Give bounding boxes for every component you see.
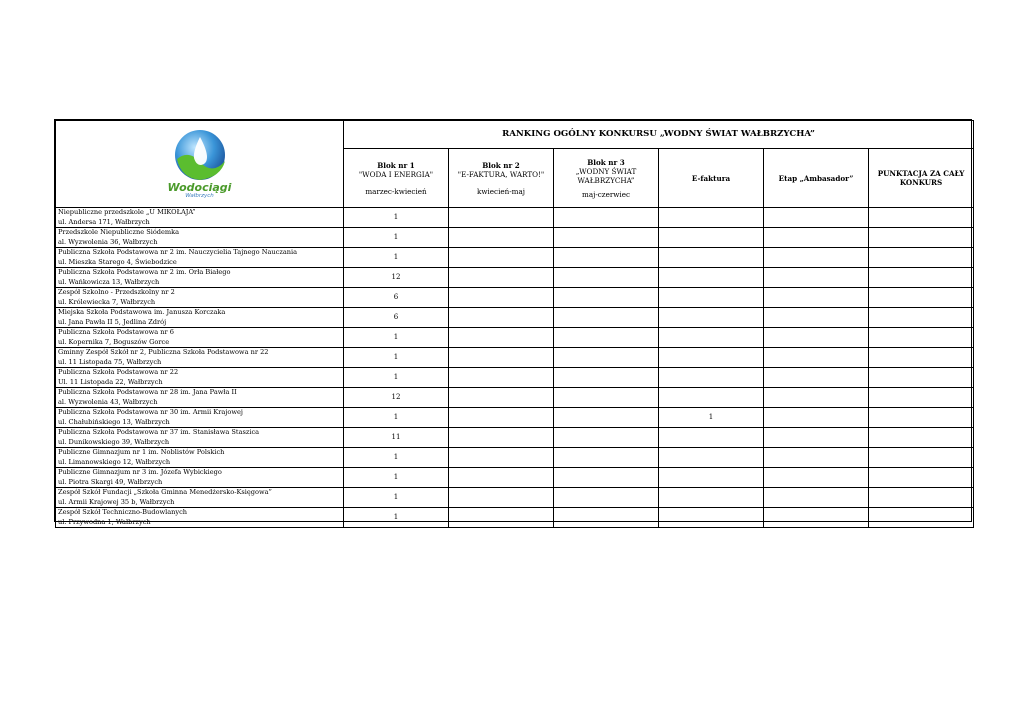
school-name: Publiczna Szkoła Podstawowa nr 2 im. Orła Białego xyxy=(58,268,231,276)
score-cell xyxy=(554,248,659,268)
school-cell xyxy=(56,468,344,488)
score-cell xyxy=(869,288,974,308)
score-cell xyxy=(659,428,764,448)
score-cell xyxy=(869,508,974,528)
school-name: Publiczne Gimnazjum nr 1 im. Noblistów Polskich xyxy=(58,448,225,456)
logo-name: Wodociągi xyxy=(167,180,232,194)
school-cell xyxy=(56,208,344,228)
score-cell xyxy=(449,488,554,508)
score-cell xyxy=(659,228,764,248)
score-cell xyxy=(554,408,659,428)
school-address: ul. Przywodna 1, Wałbrzych xyxy=(58,517,151,526)
school-name: Przedszkole Niepubliczne Siódemka xyxy=(58,228,180,236)
column-subtitle: "WODA I ENERGIA" xyxy=(358,169,434,179)
score-cell xyxy=(554,448,659,468)
score-cell xyxy=(869,328,974,348)
table-row xyxy=(56,488,974,508)
school-address: ul. Armii Krajowej 35 b, Wałbrzych xyxy=(58,497,175,506)
ranking-sheet xyxy=(54,119,972,526)
column-header-ambasador: Etap „Ambasador” xyxy=(764,149,869,208)
score-cell xyxy=(449,348,554,368)
score-cell xyxy=(869,308,974,328)
school-name: Publiczna Szkoła Podstawowa nr 22 xyxy=(58,368,179,376)
school-address: ul. Chałubińskiego 13, Wałbrzych xyxy=(58,417,170,426)
score-cell xyxy=(869,428,974,448)
score-cell xyxy=(449,268,554,288)
score-cell xyxy=(554,428,659,448)
score-cell xyxy=(764,328,869,348)
score-cell xyxy=(764,448,869,468)
score-cell xyxy=(449,468,554,488)
column-name: Blok nr 3 xyxy=(587,157,625,167)
score-cell xyxy=(869,448,974,468)
school-cell xyxy=(56,268,344,288)
school-address: ul. Piotra Skargi 49, Wałbrzych xyxy=(58,477,163,486)
score-cell xyxy=(764,368,869,388)
score-cell xyxy=(554,288,659,308)
column-header-blok-3 xyxy=(554,149,659,208)
score-cell xyxy=(554,348,659,368)
score-cell xyxy=(449,208,554,228)
score-cell xyxy=(869,468,974,488)
score-cell xyxy=(764,468,869,488)
column-header-total: PUNKTACJA ZA CAŁY KONKURS xyxy=(869,149,974,208)
score-cell xyxy=(764,268,869,288)
score-cell xyxy=(869,348,974,368)
score-cell xyxy=(449,288,554,308)
score-cell xyxy=(449,248,554,268)
table-row xyxy=(56,208,974,228)
score-cell xyxy=(449,328,554,348)
score-cell xyxy=(764,508,869,528)
school-name: Zespół Szkolno - Przedszkolny nr 2 xyxy=(58,288,175,296)
school-cell xyxy=(56,368,344,388)
school-cell xyxy=(56,388,344,408)
column-period: marzec-kwiecień xyxy=(365,186,427,196)
score-cell xyxy=(554,468,659,488)
score-cell xyxy=(764,428,869,448)
school-address: al. Wyzwolenia 36, Wałbrzych xyxy=(58,237,158,246)
score-cell xyxy=(764,228,869,248)
school-name: Publiczna Szkoła Podstawowa nr 28 im. Jana Pawła II xyxy=(58,388,237,396)
score-cell xyxy=(869,408,974,428)
score-cell xyxy=(659,468,764,488)
table-row xyxy=(56,248,974,268)
school-address: ul. Dunikowskiego 39, Wałbrzych xyxy=(58,437,170,446)
score-cell xyxy=(554,268,659,288)
table-row xyxy=(56,328,974,348)
score-cell: 12 xyxy=(344,268,449,288)
school-cell xyxy=(56,428,344,448)
score-cell xyxy=(764,488,869,508)
table-row xyxy=(56,468,974,488)
score-cell xyxy=(449,368,554,388)
school-address: ul. Wańkowicza 13, Wałbrzych xyxy=(58,277,160,286)
school-name: Publiczna Szkoła Podstawowa nr 37 im. Stanisława Staszica xyxy=(58,428,260,436)
score-cell xyxy=(764,208,869,228)
score-cell: 1 xyxy=(344,468,449,488)
school-name: Zespół Szkół Techniczno-Budowlanych xyxy=(58,508,188,516)
table-row xyxy=(56,408,974,428)
table-row xyxy=(56,428,974,448)
school-cell xyxy=(56,488,344,508)
score-cell: 1 xyxy=(344,368,449,388)
table-row xyxy=(56,348,974,368)
score-cell xyxy=(764,248,869,268)
school-address: al. Wyzwolenia 43, Wałbrzych xyxy=(58,397,158,406)
table-row xyxy=(56,368,974,388)
ranking-table xyxy=(55,120,974,528)
score-cell xyxy=(764,288,869,308)
score-cell xyxy=(449,228,554,248)
score-cell xyxy=(869,208,974,228)
school-cell xyxy=(56,448,344,468)
school-cell xyxy=(56,328,344,348)
score-cell xyxy=(554,508,659,528)
score-cell xyxy=(764,308,869,328)
score-cell: 1 xyxy=(344,408,449,428)
school-name: Niepubliczne przedszkole „U MIKOŁAJA” xyxy=(58,208,196,216)
school-cell xyxy=(56,348,344,368)
score-cell xyxy=(554,368,659,388)
score-cell: 1 xyxy=(344,488,449,508)
score-cell: 1 xyxy=(344,208,449,228)
logo-subtitle: Wałbrzych xyxy=(185,192,214,199)
table-row xyxy=(56,288,974,308)
school-address: Ul. 11 Listopada 22, Wałbrzych xyxy=(58,377,163,386)
score-cell: 1 xyxy=(344,228,449,248)
water-drop-icon xyxy=(171,129,229,181)
column-period: maj-czerwiec xyxy=(582,189,630,199)
school-cell xyxy=(56,408,344,428)
table-row xyxy=(56,268,974,288)
score-cell: 6 xyxy=(344,308,449,328)
column-header-e-faktura: E-faktura xyxy=(659,149,764,208)
score-cell xyxy=(869,248,974,268)
score-cell xyxy=(449,408,554,428)
score-cell xyxy=(659,348,764,368)
score-cell xyxy=(554,488,659,508)
score-cell xyxy=(554,328,659,348)
score-cell xyxy=(869,388,974,408)
table-row xyxy=(56,308,974,328)
school-name: Gminny Zespół Szkół nr 2, Publiczna Szkoła Podstawowa nr 22 xyxy=(58,348,269,356)
score-cell xyxy=(659,388,764,408)
table-row xyxy=(56,388,974,408)
score-cell xyxy=(869,368,974,388)
score-cell xyxy=(449,388,554,408)
school-cell xyxy=(56,508,344,528)
score-cell xyxy=(554,308,659,328)
score-cell xyxy=(869,268,974,288)
logo-cell xyxy=(56,121,344,208)
school-name: Publiczna Szkoła Podstawowa nr 2 im. Nauczycielia Tajnego Nauczania xyxy=(58,248,298,256)
school-address: ul. Jana Pawła II 5, Jedlina Zdrój xyxy=(58,317,167,326)
column-header-blok-2 xyxy=(449,149,554,208)
score-cell xyxy=(554,388,659,408)
score-cell: 1 xyxy=(344,248,449,268)
column-name: Blok nr 1 xyxy=(377,160,415,170)
school-name: Publiczna Szkoła Podstawowa nr 6 xyxy=(58,328,174,336)
company-logo xyxy=(160,129,240,199)
school-address: ul. Andersa 171, Wałbrzych xyxy=(58,217,150,226)
school-cell xyxy=(56,288,344,308)
table-row xyxy=(56,448,974,468)
score-cell xyxy=(869,488,974,508)
score-cell: 1 xyxy=(344,448,449,468)
score-cell xyxy=(449,448,554,468)
score-cell xyxy=(659,288,764,308)
score-cell xyxy=(659,268,764,288)
score-cell xyxy=(659,328,764,348)
score-cell xyxy=(869,228,974,248)
score-cell xyxy=(764,348,869,368)
score-cell xyxy=(449,308,554,328)
score-cell xyxy=(659,248,764,268)
score-cell: 1 xyxy=(344,328,449,348)
school-address: ul. Kopernika 7, Boguszów Gorce xyxy=(58,337,170,346)
score-cell xyxy=(659,308,764,328)
score-cell xyxy=(659,488,764,508)
score-cell xyxy=(554,228,659,248)
score-cell: 12 xyxy=(344,388,449,408)
school-cell xyxy=(56,248,344,268)
column-period: kwiecień-maj xyxy=(476,186,526,196)
table-row xyxy=(56,228,974,248)
column-subtitle: "E-FAKTURA, WARTO!" xyxy=(457,169,545,179)
column-subtitle: „WODNY ŚWIAT WAŁBRZYCHA” xyxy=(575,166,637,185)
school-name: Zespół Szkół Fundacji „Szkoła Gminna Menedżersko-Księgowa” xyxy=(58,488,272,496)
score-cell: 1 xyxy=(344,508,449,528)
school-name: Miejska Szkoła Podstawowa im. Janusza Korczaka xyxy=(58,308,226,316)
score-cell xyxy=(764,408,869,428)
score-cell xyxy=(449,428,554,448)
score-cell xyxy=(764,388,869,408)
school-address: ul. Mieszka Starego 4, Świebodzice xyxy=(58,257,177,266)
table-title: RANKING OGÓLNY KONKURSU „WODNY ŚWIAT WAŁBRZYCHA” xyxy=(344,121,974,149)
score-cell: 1 xyxy=(659,408,764,428)
score-cell xyxy=(659,368,764,388)
school-name: Publiczna Szkoła Podstawowa nr 30 im. Armii Krajowej xyxy=(58,408,243,416)
score-cell: 1 xyxy=(344,348,449,368)
score-cell xyxy=(659,508,764,528)
score-cell xyxy=(449,508,554,528)
school-address: ul. 11 Listopada 75, Wałbrzych xyxy=(58,357,162,366)
score-cell xyxy=(659,448,764,468)
column-header-blok-1 xyxy=(344,149,449,208)
column-name: Blok nr 2 xyxy=(482,160,520,170)
table-row xyxy=(56,508,974,528)
score-cell xyxy=(659,208,764,228)
school-name: Publiczne Gimnazjum nr 3 im. Józefa Wybickiego xyxy=(58,468,222,476)
school-address: ul. Limanowskiego 12, Wałbrzych xyxy=(58,457,171,466)
score-cell: 11 xyxy=(344,428,449,448)
score-cell xyxy=(554,208,659,228)
score-cell: 6 xyxy=(344,288,449,308)
school-cell xyxy=(56,308,344,328)
school-cell xyxy=(56,228,344,248)
school-address: ul. Królewiecka 7, Wałbrzych xyxy=(58,297,156,306)
